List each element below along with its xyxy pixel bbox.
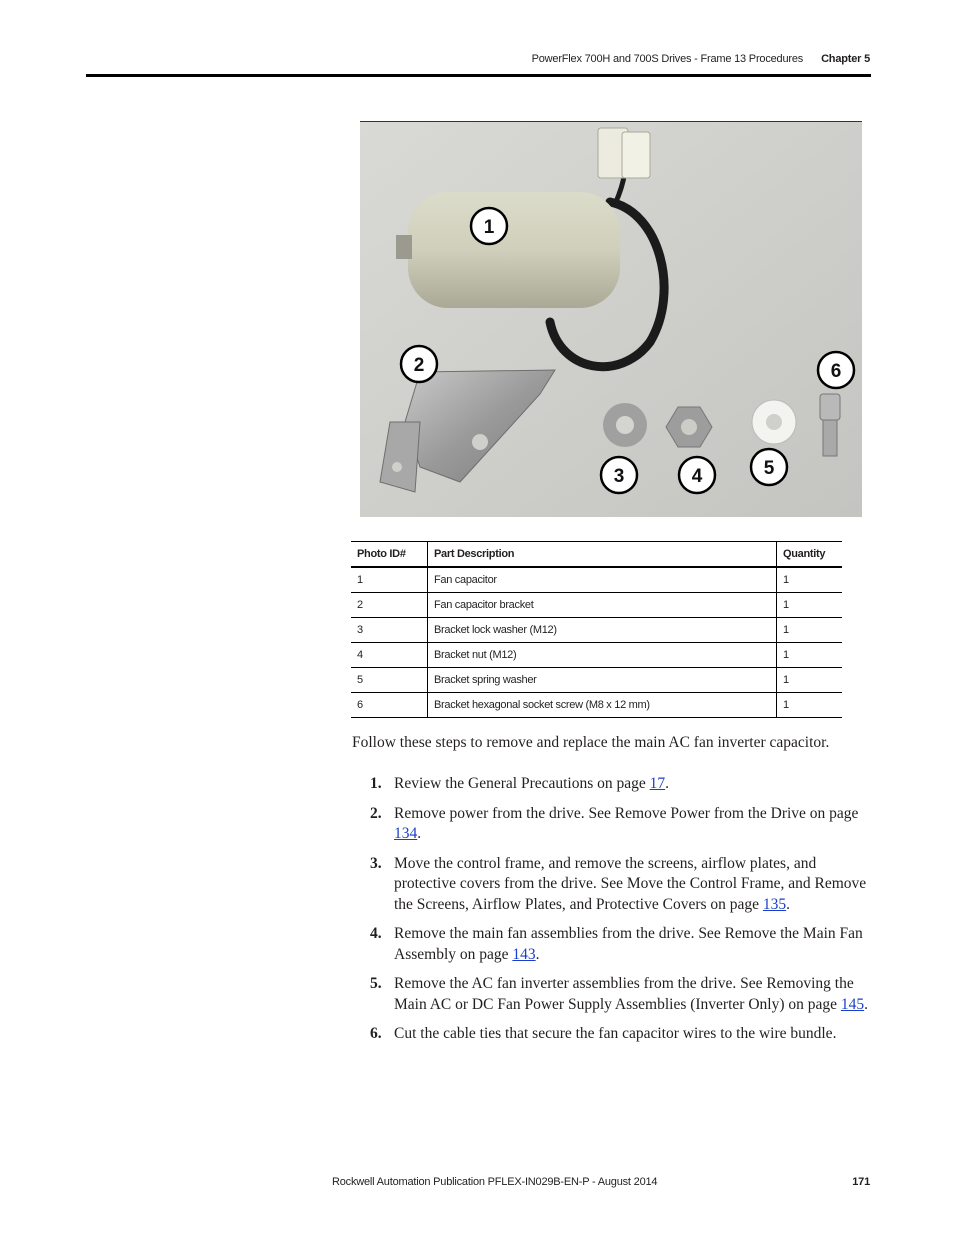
page-link[interactable]: 143 — [512, 945, 536, 963]
intro-text: Follow these steps to remove and replace the main AC fan inverter capacitor. — [352, 734, 830, 751]
step-number: 4. — [370, 925, 382, 942]
table-row — [351, 618, 842, 643]
step-item: 3. Move the control frame, and remove the screens, airflow plates, and protective covers from the drive. See Move the Control Frame, and Remove the Screens, Airflow Plates, and Protective Covers on page 135. — [370, 854, 870, 916]
svg-text:3: 3 — [613, 466, 625, 487]
svg-text:1: 1 — [483, 217, 495, 238]
callout-6 — [818, 352, 854, 388]
page-header — [86, 53, 870, 65]
step-item — [370, 1024, 870, 1045]
header-rule — [86, 74, 871, 77]
table-cell: Bracket lock washer (M12) — [428, 618, 777, 643]
table-cell: 3 — [351, 618, 428, 643]
step-number: 2. — [370, 804, 382, 822]
svg-text:2: 2 — [413, 355, 425, 376]
step-text: Remove the AC fan inverter assemblies from the drive. See Removing the Main AC or DC Fan Power Supply Assemblies (Inverter Only) on page — [394, 975, 854, 1013]
step-text: Remove power from the drive. See Remove Power from the Drive on page — [394, 804, 859, 822]
callout-4 — [679, 457, 715, 493]
step-number: 6. — [370, 1025, 382, 1042]
footer-publication: Rockwell Automation Publication PFLEX-IN029B-EN-P - August 2014 — [332, 1176, 658, 1188]
table-cell: Fan capacitor — [428, 567, 777, 593]
step-text: Review the General Precautions on page — [394, 775, 650, 792]
table-cell: Bracket spring washer — [428, 668, 777, 693]
column-header: Part Description — [428, 542, 777, 568]
table-row — [351, 567, 842, 593]
parts-table — [351, 541, 842, 718]
step-number: 1. — [370, 775, 382, 792]
table-cell: 1 — [777, 693, 843, 718]
step-item: 2. Remove power from the drive. See Remove Power from the Drive on page 134. — [370, 804, 870, 845]
step-item: 4. Remove the main fan assemblies from the drive. See Remove the Main Fan Assembly on page 143. — [370, 924, 870, 965]
table-row — [351, 593, 842, 618]
table-cell: 4 — [351, 643, 428, 668]
step-text: Remove the main fan assemblies from the drive. See Remove the Main Fan Assembly on page — [394, 925, 863, 963]
page-link[interactable]: 135 — [762, 895, 787, 913]
callout-2 — [401, 346, 437, 382]
table-row — [351, 693, 842, 718]
table-cell: 6 — [351, 693, 428, 718]
table-cell: 2 — [351, 593, 428, 618]
table-cell: Bracket hexagonal socket screw (M8 x 12 mm) — [428, 693, 777, 718]
table-header-row — [351, 542, 842, 568]
parts-photo — [360, 121, 862, 517]
table-row — [351, 668, 842, 693]
table-cell: Fan capacitor bracket — [428, 593, 777, 618]
column-header: Quantity — [777, 542, 843, 568]
header-chapter: Chapter 5 — [821, 53, 870, 65]
page-link[interactable]: 145 — [840, 995, 865, 1013]
callout-5 — [751, 449, 787, 485]
callout-1 — [471, 208, 507, 244]
page-link[interactable]: 17 — [649, 775, 666, 792]
callout-3 — [601, 457, 637, 493]
procedure-steps — [370, 774, 870, 1054]
table-cell: 1 — [777, 618, 843, 643]
svg-text:6: 6 — [830, 361, 842, 382]
svg-text:4: 4 — [691, 466, 703, 487]
step-number: 3. — [370, 854, 382, 872]
table-cell: 1 — [777, 593, 843, 618]
page-number: 171 — [852, 1176, 870, 1188]
step-item: 5. Remove the AC fan inverter assemblies from the drive. See Removing the Main AC or DC Fan Power Supply Assemblies (Inverter Only) on page 145. — [370, 974, 870, 1015]
table-cell: Bracket nut (M12) — [428, 643, 777, 668]
table-row — [351, 643, 842, 668]
header-title: PowerFlex 700H and 700S Drives - Frame 13 Procedures — [531, 53, 804, 65]
column-header: Photo ID# — [351, 542, 428, 568]
table-cell: 5 — [351, 668, 428, 693]
table-cell: 1 — [351, 567, 428, 593]
step-item: 1. Review the General Precautions on page 17. — [370, 774, 870, 795]
table-cell: 1 — [777, 643, 843, 668]
page-link[interactable]: 134 — [394, 825, 418, 842]
step-text: Cut the cable ties that secure the fan capacitor wires to the wire bundle. — [394, 1025, 837, 1042]
svg-text:5: 5 — [763, 458, 775, 479]
table-cell: 1 — [777, 668, 843, 693]
step-number: 5. — [370, 975, 382, 992]
step-text: Move the control frame, and remove the screens, airflow plates, and protective covers from the drive. See Move the Control Frame, and Remove the Screens, Airflow Plates, and Protective Covers on page — [394, 854, 867, 913]
table-cell: 1 — [777, 567, 843, 593]
